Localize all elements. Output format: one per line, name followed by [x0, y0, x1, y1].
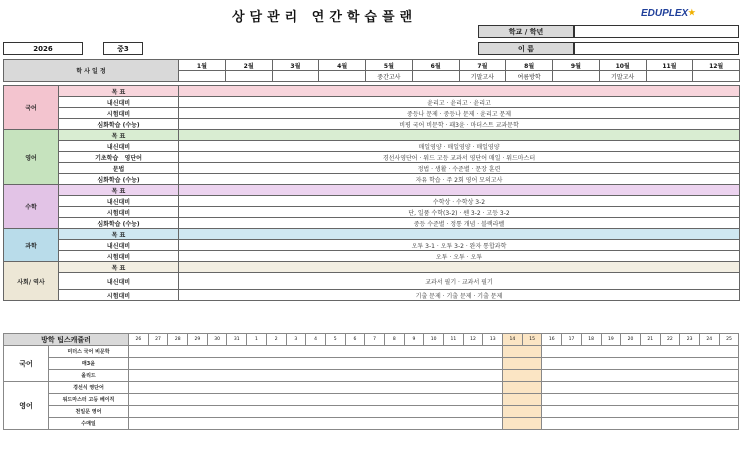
tips-item: 매3윤	[49, 358, 129, 370]
row-label: 내신대비	[59, 273, 179, 290]
event-cell	[272, 71, 319, 82]
month-header: 8월	[506, 60, 553, 71]
event-cell	[412, 71, 459, 82]
row-label: 목 표	[59, 130, 179, 141]
plan-cell: 오투 3-1 · 오투 3-2 · 완자 통합과학	[179, 240, 740, 251]
tips-item: 경선식 영단어	[49, 382, 129, 394]
event-cell: 기말고사	[459, 71, 506, 82]
row-label: 내신대비	[59, 97, 179, 108]
grade-field[interactable]: 중3	[103, 42, 143, 55]
event-cell	[179, 71, 226, 82]
subject-math: 수학	[4, 185, 59, 229]
row-label: 문법	[59, 163, 179, 174]
row-label: 내신대비	[59, 141, 179, 152]
plan-cell: 정법 · 생활 · 수준별 · 문장 훈련	[179, 163, 740, 174]
name-field[interactable]	[574, 42, 739, 55]
name-label: 이 름	[478, 42, 574, 55]
plan-cell: 매일영양 · 매일영양 · 매일영양	[179, 141, 740, 152]
tips-item: 워드마스터 고등 베이직	[49, 394, 129, 406]
month-header: 6월	[412, 60, 459, 71]
event-cell: 기말고사	[599, 71, 646, 82]
month-header: 10월	[599, 60, 646, 71]
month-header: 3월	[272, 60, 319, 71]
annual-plan-table	[3, 59, 740, 301]
event-cell	[225, 71, 272, 82]
row-label: 목 표	[59, 185, 179, 196]
schedule-label: 학 사 일 정	[4, 60, 179, 82]
row-label: 시험대비	[59, 207, 179, 218]
plan-cell: 오투 · 오투 · 오투	[179, 251, 740, 262]
plan-cell: 비평 국어 비문학 · 패3윤 · 마더스트 교과문학	[179, 119, 740, 130]
subject-korean: 국어	[4, 86, 59, 130]
tips-subject: 국어	[4, 346, 49, 382]
row-label: 목 표	[59, 86, 179, 97]
month-header: 7월	[459, 60, 506, 71]
school-label: 학교 / 학년	[478, 25, 574, 38]
month-header: 5월	[366, 60, 413, 71]
event-cell	[646, 71, 693, 82]
row-label: 목 표	[59, 262, 179, 273]
month-header: 11월	[646, 60, 693, 71]
tips-item: 천일문 영어	[49, 406, 129, 418]
plan-cell: 중등 수준별 · 정통 개념 · 블랙라벨	[179, 218, 740, 229]
row-label: 심화학습 (수능)	[59, 174, 179, 185]
year-field[interactable]: 2026	[3, 42, 83, 55]
school-field[interactable]	[574, 25, 739, 38]
tips-item: 미더스 국어 비문학	[49, 346, 129, 358]
tips-item: 올리드	[49, 370, 129, 382]
subject-science: 과학	[4, 229, 59, 262]
row-label: 시험대비	[59, 251, 179, 262]
plan-cell: 기출 문제 · 기출 문제 · 기출 문제	[179, 290, 740, 301]
month-header: 2월	[225, 60, 272, 71]
row-label: 기초학습 영단어	[59, 152, 179, 163]
logo-accent-icon: ★	[688, 8, 696, 17]
month-header: 9월	[553, 60, 600, 71]
event-cell: 여름방학	[506, 71, 553, 82]
plan-cell: 경선사영단어 · 워드 고등 교과서 영단어 매일 · 워드마스터	[179, 152, 740, 163]
row-label: 심화학습 (수능)	[59, 119, 179, 130]
month-header: 4월	[319, 60, 366, 71]
tips-item: 수매일	[49, 418, 129, 430]
subject-social: 사회/ 역사	[4, 262, 59, 301]
event-cell	[553, 71, 600, 82]
page-title: 상담관리 연간학습플랜	[232, 10, 418, 25]
event-cell	[319, 71, 366, 82]
plan-cell: 윤리고 · 윤리고 · 윤리고	[179, 97, 740, 108]
vacation-scheduler-table: 방학 팁스캐쥴러 26 27 28 29 30 31 1 2 3 4 5 6 7 8 9 10 11 12 13 14 15 16 17 18 19 20 21 22 23 24 25 국어 미더스 국어 비문학 매3윤 올리드 영어 경선식 영단어 워드마스터 고등 베이직 천일문 영어 수매일	[3, 333, 739, 430]
month-header: 12월	[693, 60, 740, 71]
row-label: 내신대비	[59, 196, 179, 207]
plan-cell: 자유 학습 · 주 2회 영어 모의고사	[179, 174, 740, 185]
month-header: 1월	[179, 60, 226, 71]
row-label: 내신대비	[59, 240, 179, 251]
row-label: 시험대비	[59, 108, 179, 119]
plan-cell: 단, 일품 수학(3-2) · 쎈 3-2 · 고등 3-2	[179, 207, 740, 218]
tips-label: 방학 팁스캐쥴러	[4, 334, 129, 346]
tips-subject: 영어	[4, 382, 49, 430]
row-label: 목 표	[59, 229, 179, 240]
event-cell	[693, 71, 740, 82]
plan-cell: 수학상 · 수학상 3-2	[179, 196, 740, 207]
plan-cell: 중등나 문제 · 중등나 문제 · 윤리고 문제	[179, 108, 740, 119]
subject-english: 영어	[4, 130, 59, 185]
row-label: 심화학습 (수능)	[59, 218, 179, 229]
brand-logo: EDUPLEX★	[641, 8, 696, 19]
plan-cell: 교과서 필기 · 교과서 필기	[179, 273, 740, 290]
row-label: 시험대비	[59, 290, 179, 301]
event-cell: 중간고사	[366, 71, 413, 82]
